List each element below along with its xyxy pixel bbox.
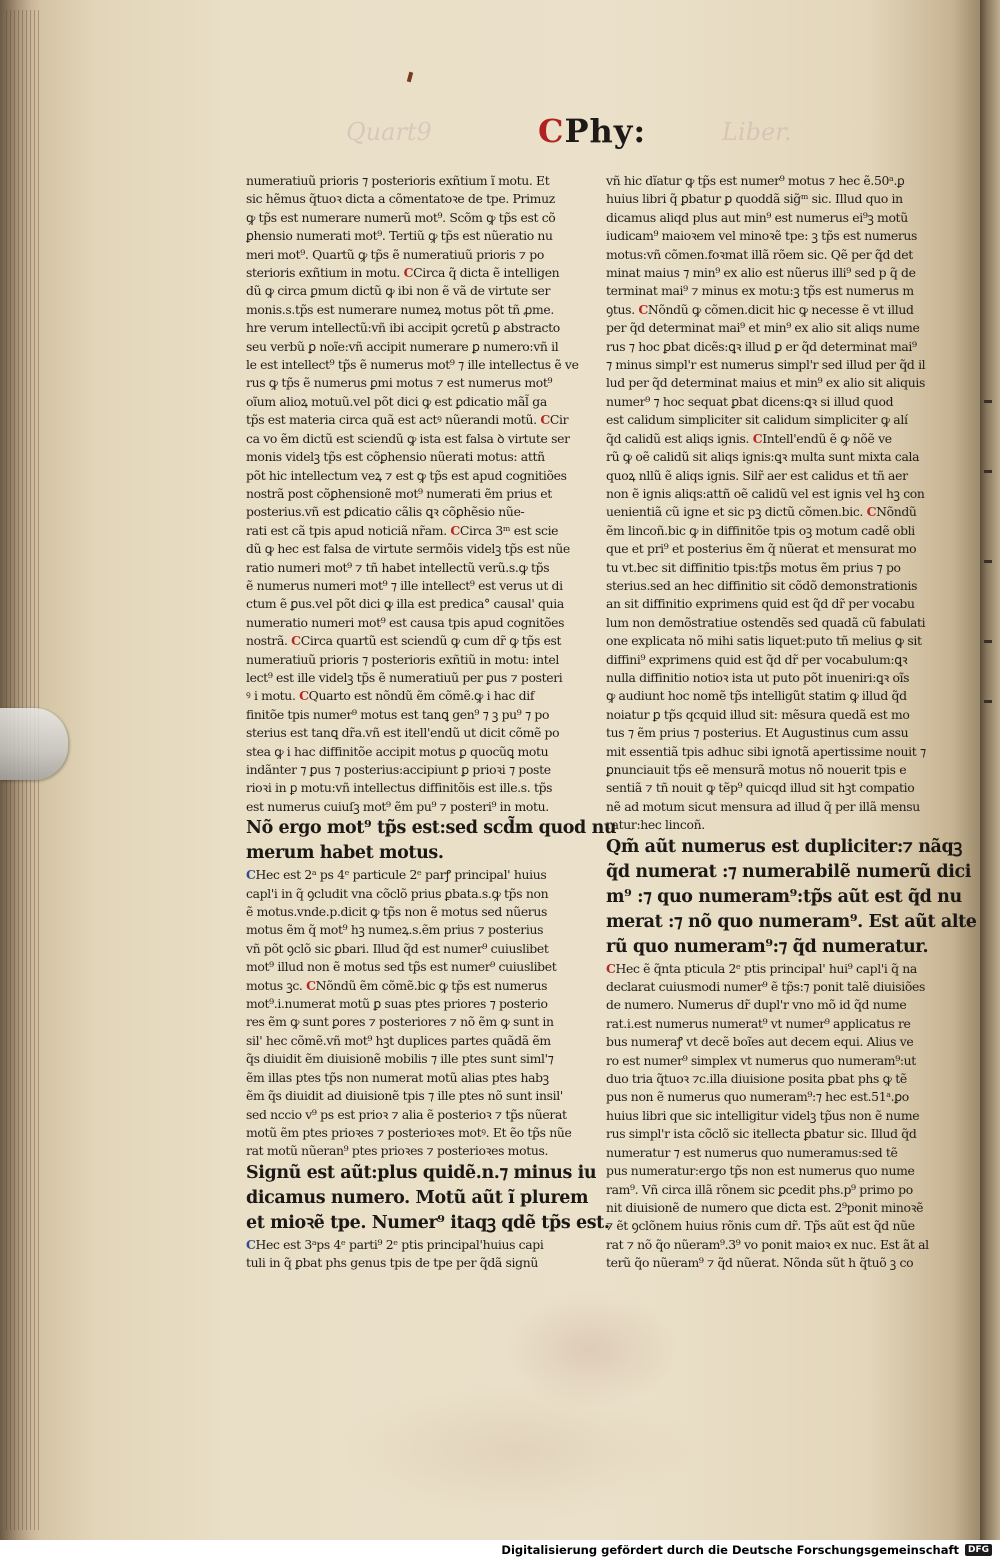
line-text: an sit diffinitio exprimens quid est q̃d dr̃ per vocabu bbox=[606, 596, 915, 612]
text-line bbox=[606, 282, 932, 300]
text-line bbox=[606, 1070, 932, 1088]
line-text: Signũ est aũt:plus quidẽ.n.⁊ minus iu bbox=[246, 1162, 597, 1183]
text-line bbox=[606, 1254, 932, 1272]
text-line bbox=[606, 669, 932, 687]
line-text: huius libri que sic intelligitur videlꝫ tp̃us non ẽ nume bbox=[606, 1107, 920, 1123]
line-text: rus simpl'r ista cõclõ sic itellecta ꝑbatur sic. Illud q̃d bbox=[606, 1126, 917, 1142]
line-text: ꝙ audiunt hoc nomẽ tp̃s intelligũt statim ꝙ illud q̃d bbox=[606, 688, 907, 704]
text-line bbox=[246, 1050, 576, 1068]
text-line bbox=[606, 835, 962, 860]
line-text: terũ q̃o nũeram⁹ ⁊ q̃d nũerat. Nõnda sũt h q̃tuõ ꝫ co bbox=[606, 1255, 914, 1271]
line-text: ratur:hec lincoñ. bbox=[606, 817, 705, 833]
line-text: tu vt.bec sit diffinitio tpis:tp̃s motus ẽm prius ⁊ po bbox=[606, 559, 901, 575]
line-text-after-mark: Circa 3ᵐ est scie bbox=[459, 522, 559, 538]
text-line bbox=[246, 798, 576, 816]
line-text: et mioꝛẽ tpe. Numer⁹ itaqꝫ qdẽ tp̃s est. bbox=[246, 1212, 610, 1233]
line-text: meri mot⁹. Quartũ ꝙ tp̃s ẽ numeratiuũ prioris ⁊ po bbox=[246, 246, 544, 262]
text-line bbox=[606, 1181, 932, 1199]
text-line bbox=[246, 1211, 610, 1236]
line-text: ratio numeri mot⁹ ⁊ tñ habet intellectũ verũ.s.ꝙ tp̃s bbox=[246, 559, 550, 575]
line-text: mot⁹ illud non ẽ motus sed tp̃s est numer⁹ cuiuslibet bbox=[246, 959, 557, 975]
facing-mark bbox=[984, 400, 992, 403]
text-line bbox=[606, 1144, 932, 1162]
text-line bbox=[606, 1015, 932, 1033]
line-text: duo tria q̃tuoꝛ ⁊c.illa diuisione posita ꝑbat phs ꝙ tẽ bbox=[606, 1071, 907, 1087]
line-text: uenientiã cũ igne et sic pꝫ dictũ cõmen.bic. bbox=[606, 504, 867, 520]
text-line bbox=[246, 1087, 576, 1105]
footer-bar bbox=[0, 1540, 1000, 1560]
line-text: dicamus numero. Motũ aũt ĩ plurem bbox=[246, 1187, 589, 1208]
text-line bbox=[606, 816, 932, 834]
line-text: tus ⁊ ẽm prius ⁊ posterius. Et Augustinus cum assu bbox=[606, 725, 909, 741]
text-line bbox=[246, 779, 576, 797]
line-text: vñ hic dĩatur ꝙ tp̃s est numer⁹ motus ⁊ hec ẽ.50ᵃ.ꝑ bbox=[606, 173, 905, 188]
text-line bbox=[606, 227, 932, 245]
line-text: non ẽ ignis aliqs:attñ oẽ calidũ vel est ignis vel hꝫ con bbox=[606, 485, 925, 501]
line-text: motus ꝫc. bbox=[246, 977, 307, 993]
line-text: ram⁹. Vñ circa illã rõnem sic ꝑcedit phs.p⁹ primo po bbox=[606, 1181, 913, 1197]
line-text: numer⁹ ⁊ hoc sequat ꝑbat dicens:ꝗꝛ si illud quod bbox=[606, 393, 894, 409]
show-through-header-left: Quart9 bbox=[346, 118, 432, 146]
text-line bbox=[606, 1052, 932, 1070]
line-text: ca vo ẽm dictũ est sciendũ ꝙ ista est falsa ꝺ virtute ser bbox=[246, 430, 570, 446]
pilcrow-mark: C bbox=[638, 301, 648, 317]
text-line bbox=[606, 1033, 932, 1051]
line-text: ẽm lincoñ.bic ꝙ in diffinitõe tpis oꝫ motum cadẽ obli bbox=[606, 522, 915, 538]
text-line bbox=[246, 190, 576, 208]
pilcrow-mark: C bbox=[246, 1236, 256, 1252]
facing-mark bbox=[984, 560, 992, 563]
line-text: ẽ numerus numeri mot⁹ ⁊ ille intellect⁹ est verus ut di bbox=[246, 577, 563, 593]
facing-mark bbox=[984, 640, 992, 643]
text-line bbox=[246, 841, 576, 866]
text-line bbox=[606, 687, 932, 705]
text-line bbox=[246, 301, 576, 319]
text-line bbox=[246, 1186, 589, 1211]
line-text: merum habet motus. bbox=[246, 843, 444, 864]
text-line bbox=[606, 503, 932, 521]
text-line bbox=[246, 1032, 576, 1050]
line-text: nostrã. bbox=[246, 633, 292, 649]
line-text: ꝯtus. bbox=[606, 301, 639, 317]
text-line bbox=[246, 319, 576, 337]
text-line bbox=[606, 485, 932, 503]
header-title: Phy: bbox=[564, 112, 647, 150]
text-line bbox=[606, 246, 932, 264]
line-text: lud per q̃d determinat maius et min⁹ ex alio sit aliquis bbox=[606, 375, 925, 391]
line-text-after-mark: Circa quartũ est sciendũ ꝙ cum dr̃ ꝙ tp̃s est bbox=[300, 633, 562, 649]
line-text: est calidum simpliciter sit calidum simpliciter ꝙ alí bbox=[606, 412, 908, 428]
text-line bbox=[606, 706, 932, 724]
text-line bbox=[606, 338, 932, 356]
text-line bbox=[606, 301, 932, 319]
line-text: capl'i in q̃ ꝯcludit vna cõclõ prius ꝑbata.s.ꝙ tp̃s non bbox=[246, 885, 549, 901]
line-text-after-mark: Circa q̃ dicta ẽ intelligen bbox=[413, 265, 560, 281]
line-text: finitõe tpis numer⁹ motus est tanꝗ gen⁹ ⁊ ꝫ pu⁹ ⁊ po bbox=[246, 706, 550, 722]
pilcrow-mark: C bbox=[450, 522, 460, 538]
text-line bbox=[246, 921, 576, 939]
text-line bbox=[606, 319, 932, 337]
text-line bbox=[246, 995, 576, 1013]
text-line bbox=[606, 614, 932, 632]
line-text: pus numeratur:ergo tp̃s non est numerus quo nume bbox=[606, 1163, 915, 1179]
text-line bbox=[246, 743, 576, 761]
text-line bbox=[606, 960, 932, 978]
line-text: indãnter ⁊ ꝑus ⁊ posterius:accipiunt ꝑ prioꝛi ⁊ poste bbox=[246, 762, 551, 777]
text-line bbox=[246, 595, 576, 613]
facing-page-edge bbox=[980, 0, 1000, 1540]
text-line bbox=[246, 903, 576, 921]
line-text: rat ⁊ nõ q̃o nũeram⁹.3⁹ vo ponit maioꝛ ex nuc. Est ãt al bbox=[606, 1236, 929, 1252]
text-line bbox=[606, 448, 932, 466]
text-line bbox=[246, 522, 576, 540]
text-line bbox=[606, 1199, 932, 1217]
line-text: tp̃s est materia circa quã est actꝰ nũerandi motũ. bbox=[246, 412, 541, 428]
line-text: rioꝛi in ꝑ motu:vñ intellectus diffinitõis est ille.s. tp̃s bbox=[246, 780, 553, 796]
page-stain bbox=[340, 1380, 700, 1520]
line-text: põt hic intellectum veꝝ ⁊ est ꝙ tp̃s est apud cognitiões bbox=[246, 467, 567, 483]
line-text: stea ꝙ i hac diffinitõe accipit motus ꝑ quocũꝗ motu bbox=[246, 743, 549, 759]
pilcrow-mark: C bbox=[866, 504, 877, 520]
line-text: ⁊ minus simpl'r est numerus simpl'r sed illud per q̃d il bbox=[606, 357, 926, 373]
header-initial: C bbox=[538, 112, 565, 150]
pilcrow-mark: C bbox=[299, 688, 309, 704]
line-text: dũ ꝙ hec est falsa de virtute sermõis videlꝫ tp̃s est nũe bbox=[246, 541, 570, 557]
line-text-after-mark: Quarto est nõndũ ẽm cõmẽ.ꝙ i hac dif bbox=[308, 688, 535, 704]
text-line bbox=[246, 632, 576, 650]
line-text: rus ⁊ hoc ꝑbat dicẽs:ꝗꝛ illud ꝑ er q̃d determinat mai⁹ bbox=[606, 338, 917, 354]
line-text: ẽm q̃s diuidit ad diuisionẽ tpis ⁊ ille ptes nõ sunt insil' bbox=[246, 1088, 563, 1104]
text-line bbox=[606, 595, 932, 613]
pilcrow-mark: C bbox=[403, 265, 414, 281]
line-text: tuli in q̃ ꝑbat phs genus tpis de tpe per q̃dã signũ bbox=[246, 1255, 538, 1271]
line-text: nulla diffinitio notioꝛ ista ut puto põt inueniri:ꝗꝛ oĩs bbox=[606, 669, 910, 685]
show-through-header-right: Liber. bbox=[722, 118, 792, 146]
text-line bbox=[246, 503, 576, 521]
line-text: Nõ ergo mot⁹ tp̃s est:sed scd̃m quod nu bbox=[246, 818, 617, 839]
text-line bbox=[246, 430, 576, 448]
text-line bbox=[606, 393, 932, 411]
text-line bbox=[246, 1254, 576, 1272]
facing-mark bbox=[984, 700, 992, 703]
line-text: m⁹ :⁊ quo numeram⁹:tp̃s aũt est q̃d nu bbox=[606, 886, 962, 907]
line-text: res ẽm ꝙ sunt ꝑores ⁊ posteriores ⁊ nõ ẽm ꝙ sunt in bbox=[246, 1014, 554, 1030]
text-line bbox=[246, 958, 576, 976]
text-line bbox=[246, 577, 576, 595]
text-line bbox=[246, 448, 576, 466]
line-text: lum non demõstratiue ostendẽs sed quadã cũ fabulati bbox=[606, 614, 926, 630]
text-line bbox=[246, 227, 576, 245]
text-line bbox=[246, 356, 579, 374]
text-line bbox=[606, 798, 932, 816]
text-line bbox=[606, 996, 932, 1014]
pilcrow-mark: C bbox=[246, 867, 256, 883]
text-line bbox=[246, 393, 576, 411]
line-text: huius libri q̃ ꝑbatur ꝑ quoddã sig̃ᵐ sic. Illud quo in bbox=[606, 191, 903, 207]
line-text: rati est cã tpis apud noticiã nr̃am. bbox=[246, 522, 451, 538]
text-line bbox=[606, 467, 932, 485]
line-text: declarat cuiusmodi numer⁹ ẽ tp̃s:⁊ ponit talẽ diuisiões bbox=[606, 979, 925, 995]
text-line bbox=[606, 356, 932, 374]
text-line bbox=[246, 885, 576, 903]
text-line bbox=[606, 264, 932, 282]
text-line bbox=[606, 577, 932, 595]
line-text: rũ quo numeram⁹:⁊ q̃d numeratur. bbox=[606, 936, 929, 957]
text-line bbox=[606, 761, 932, 779]
line-text: ro est numer⁹ simplex vt numerus quo numeram⁹:ut bbox=[606, 1052, 916, 1068]
line-text: sterius est tanꝗ dr̃a.vñ est itell'endũ ut dicit cõmẽ po bbox=[246, 725, 560, 741]
text-line bbox=[606, 1125, 932, 1143]
line-text: numeratiuũ prioris ⁊ posterioris exñtiũ in motu: intel bbox=[246, 651, 559, 667]
line-text: monis videlꝫ tp̃s est cõꝑhensio nũerati motus: attñ bbox=[246, 449, 545, 465]
line-text: Qm̃ aũt numerus est dupliciter:⁊ nãqꝫ bbox=[606, 836, 962, 857]
dfg-logo: DFG bbox=[965, 1544, 992, 1556]
line-text: numeratur ⁊ est numerus quo numeramus:sed tẽ bbox=[606, 1144, 898, 1160]
text-line bbox=[606, 1217, 932, 1235]
pilcrow-mark: C bbox=[540, 412, 550, 428]
text-line bbox=[606, 172, 932, 190]
text-line bbox=[246, 338, 576, 356]
line-text: sic hẽmus q̃tuoꝛ dicta a cõmentatoꝛe de tpe. Primuz bbox=[246, 191, 555, 207]
text-line bbox=[606, 910, 977, 935]
line-text: monis.s.tp̃s est numerare numeꝝ motus põt tñ ꝓme. bbox=[246, 301, 554, 317]
text-line bbox=[246, 1142, 576, 1160]
line-text: sil' hec cõmẽ.vñ mot⁹ hꝫt duplices partes quãdã ẽm bbox=[246, 1032, 551, 1048]
line-text: Hec ẽ q̃nta pticula 2ᵉ ptis principal' hui⁹ capl'i q̃ na bbox=[615, 960, 917, 976]
text-line bbox=[246, 724, 576, 742]
text-line bbox=[246, 687, 576, 705]
text-line bbox=[606, 885, 962, 910]
line-text: mot⁹.i.numerat motũ ꝑ suas ptes priores ⁊ posterio bbox=[246, 996, 548, 1012]
line-text: rat.i.est numerus numerat⁹ vt numer⁹ applicatus re bbox=[606, 1015, 911, 1031]
line-text: motũ ẽm ptes prioꝛes ⁊ posterioꝛes motꝰ. Et ẽo tp̃s nũe bbox=[246, 1124, 572, 1140]
pilcrow-mark: C bbox=[306, 977, 316, 993]
text-line bbox=[246, 1236, 576, 1254]
text-line bbox=[606, 411, 932, 429]
line-text: rũ ꝙ oẽ calidũ sit aliqs ignis:ꝗꝛ multa sunt mixta cala bbox=[606, 449, 920, 465]
text-line bbox=[246, 411, 576, 429]
text-line bbox=[606, 724, 932, 742]
line-text: oĩum alioꝝ motuũ.vel põt dici ꝙ est ꝑdicatio mãl̃ ga bbox=[246, 393, 547, 409]
pilcrow-mark: C bbox=[752, 430, 763, 446]
line-text: nostrã post cõꝑhensionẽ mot⁹ numerati ẽm prius et bbox=[246, 485, 552, 501]
line-text: bus numeraꝭ vt decẽ boĩes aut decem equi. Alius ve bbox=[606, 1034, 914, 1050]
line-text: le est intellect⁹ tp̃s ẽ numerus mot⁹ ⁊ ille intellectus ẽ ve bbox=[246, 357, 579, 373]
line-text: q̃d numerat :⁊ numerabilẽ numerũ dici bbox=[606, 861, 971, 882]
text-line bbox=[246, 467, 576, 485]
line-text: minat maius ⁊ min⁹ ex alio est nũerus illi⁹ sed p q̃ de bbox=[606, 265, 916, 281]
line-text: sterioris exñtium in motu. bbox=[246, 265, 404, 281]
text-line bbox=[246, 977, 576, 995]
text-line bbox=[246, 540, 576, 558]
line-text: nit diuisionẽ de numero que dicta est. 2⁹ponit minoꝛẽ bbox=[606, 1199, 924, 1215]
facing-mark bbox=[984, 470, 992, 473]
line-text: de numero. Numerus dr̃ dupl'r vno mõ id q̃d nume bbox=[606, 997, 907, 1013]
line-text: ctum ẽ ꝑus.vel põt dici ꝙ illa est predica° causal' quia bbox=[246, 596, 564, 612]
text-line bbox=[246, 1013, 576, 1031]
line-text-after-mark: Nõndũ ꝙ cõmen.dicit hic ꝙ necesse ẽ vt illud bbox=[647, 301, 914, 317]
text-line bbox=[606, 651, 932, 669]
line-text: rus ꝙ tp̃s ẽ numerus ꝑmi motus ⁊ est numerus mot⁹ bbox=[246, 375, 553, 391]
text-line bbox=[606, 860, 971, 885]
line-text: terminat mai⁹ ⁊ minus ex motu:ꝫ tp̃s est numerus m bbox=[606, 283, 914, 299]
pilcrow-mark: C bbox=[606, 960, 616, 976]
book-clip bbox=[0, 708, 68, 780]
text-line bbox=[246, 485, 576, 503]
text-line bbox=[246, 1124, 576, 1142]
line-text: merat :⁊ nõ quo numeram⁹. Est aũt alte bbox=[606, 911, 977, 932]
line-text: ẽ motus.vnde.p.dicit ꝙ tp̃s non ẽ motus sed nũerus bbox=[246, 904, 548, 920]
text-line bbox=[606, 522, 932, 540]
line-text: motus ẽm q̃ mot⁹ hꝫ numeꝝ.s.ẽm prius ⁊ posterius bbox=[246, 922, 544, 938]
text-line bbox=[246, 374, 576, 392]
text-line bbox=[246, 209, 576, 227]
pilcrow-mark: C bbox=[291, 633, 301, 649]
text-line bbox=[606, 374, 932, 392]
line-text: numeratio numeri mot⁹ est causa tpis apud cognitões bbox=[246, 614, 565, 630]
line-text-after-mark: Cir bbox=[549, 412, 569, 428]
text-line bbox=[246, 614, 576, 632]
line-text: Hec est 2ᵃ ps 4ᵉ particule 2ᵉ parꝭ principal' huius bbox=[255, 867, 547, 883]
text-line bbox=[606, 935, 932, 960]
funding-credit: Digitalisierung gefördert durch die Deutsche Forschungsgemeinschaft bbox=[501, 1543, 959, 1557]
line-text: ꝰ i motu. bbox=[246, 688, 300, 704]
line-text: q̃d calidũ est aliqs ignis. bbox=[606, 430, 753, 446]
text-line bbox=[246, 651, 576, 669]
text-line bbox=[606, 1107, 932, 1125]
line-text: diffini⁹ exprimens quid est q̃d dr̃ per vocabulum:ꝗꝛ bbox=[606, 651, 908, 667]
line-text: sterius.sed an hec diffinitio sit cõdõ demonstrationis bbox=[606, 577, 918, 593]
line-text: ẽm illas ptes tp̃s non numerat motũ alias ptes habꝫ bbox=[246, 1069, 549, 1085]
text-line bbox=[246, 246, 576, 264]
text-line bbox=[606, 1088, 932, 1106]
line-text: noiatur ꝑ tp̃s qcquid illud sit: mẽsura quedã est mo bbox=[606, 706, 910, 722]
text-line bbox=[606, 978, 932, 996]
text-line bbox=[246, 866, 576, 884]
line-text: vñ põt ꝯclõ sic ꝑbari. Illud q̃d est numer⁹ cuiuslibet bbox=[246, 940, 549, 956]
text-line bbox=[606, 1236, 932, 1254]
line-text-after-mark: Intell'endũ ẽ ꝙ nõẽ ve bbox=[762, 430, 892, 446]
text-line bbox=[606, 1162, 932, 1180]
text-line bbox=[246, 816, 617, 841]
text-line bbox=[246, 1161, 597, 1186]
line-text: rat motũ nũeran⁹ ptes prioꝛes ⁊ posterioꝛes motus. bbox=[246, 1143, 549, 1159]
line-text-after-mark: Nõndũ ẽm cõmẽ.bic ꝙ tp̃s est numerus bbox=[315, 977, 548, 993]
line-text: est numerus cuiuſꝫ mot⁹ ẽm pu⁹ ⁊ posteri⁹ in motu. bbox=[246, 798, 549, 814]
text-line bbox=[246, 940, 576, 958]
text-line bbox=[606, 743, 932, 761]
running-header bbox=[538, 112, 646, 150]
text-line bbox=[246, 282, 576, 300]
text-line bbox=[246, 761, 576, 779]
line-text: sentiã ⁊ tñ nouit ꝙ tẽp⁹ quicqd illud sit hꝫt compatio bbox=[606, 780, 915, 796]
text-line bbox=[246, 669, 576, 687]
line-text: dũ ꝙ circa ꝑmum dictũ ꝙ ibi non ẽ vã de virtute ser bbox=[246, 283, 551, 299]
line-text: ꝑnunciauit tp̃s eẽ mensurã motus nõ nouerit tpis e bbox=[606, 762, 907, 777]
line-text: nẽ ad motum sicut mensura ad illud q̃ per illã mensu bbox=[606, 798, 920, 814]
line-text: que et pri⁹ et posterius ẽm q̃ nũerat et mensurat mo bbox=[606, 541, 917, 557]
text-line bbox=[606, 632, 932, 650]
text-line bbox=[246, 706, 576, 724]
line-text: posterius.vñ est ꝑdicatio cãlis ꝗꝛ cõꝑhẽsio nũe- bbox=[246, 504, 525, 520]
line-text: one explicata nõ mihi satis liquet:puto tñ melius ꝙ sit bbox=[606, 633, 922, 649]
line-text: motus:vñ cõmen.foꝛmat illã rõem sic. Qẽ per q̃d det bbox=[606, 246, 913, 262]
right-text-column bbox=[606, 172, 977, 1273]
text-line bbox=[606, 430, 932, 448]
line-text: seu verbũ ꝑ noĩe:vñ accipit numerare ꝑ numero:vñ il bbox=[246, 338, 559, 354]
line-text: hre verum intellectũ:vñ ibi accipit ꝯcretũ ꝑ abstracto bbox=[246, 320, 560, 336]
line-text: ꝑhensio numerati mot⁹. Tertiũ ꝙ tp̃s est nũeratio nu bbox=[246, 228, 553, 244]
line-text: q̃s diuidit ẽm diuisionẽ mobilis ⁊ ille ptes sunt siml'⁊ bbox=[246, 1051, 554, 1067]
line-text: dicamus aliqd plus aut min⁹ est numerus ei⁹ꝫ motũ bbox=[606, 209, 908, 225]
text-line bbox=[606, 559, 932, 577]
text-line bbox=[246, 559, 576, 577]
left-text-column bbox=[246, 172, 617, 1273]
line-text: per q̃d determinat mai⁹ et min⁹ ex alio sit aliqs nume bbox=[606, 320, 920, 336]
line-text: mit essentiã tpis adhuc sibi ignotã apertissime nouit ⁊ bbox=[606, 743, 926, 759]
text-line bbox=[606, 779, 932, 797]
line-text: numeratiuũ prioris ⁊ posterioris exñtium ĩ motu. Et bbox=[246, 173, 550, 188]
line-text: Hec est 3ᵃps 4ᵉ parti⁹ 2ᵉ ptis principal'huius capi bbox=[255, 1236, 544, 1252]
text-line bbox=[246, 264, 576, 282]
line-text: sed nccio v⁹ ps est prioꝛ ⁊ alia ẽ posterioꝛ ⁊ tp̃s nũerat bbox=[246, 1106, 567, 1122]
line-text-after-mark: Nõndũ bbox=[876, 504, 917, 520]
line-text: lect⁹ est ille videlꝫ tp̃s ẽ numeratiuũ per ꝑus ⁊ posteri bbox=[246, 669, 563, 685]
text-line bbox=[246, 172, 576, 190]
text-line bbox=[606, 209, 932, 227]
line-text: ꝙ tp̃s est numerare numerũ mot⁹. Scõm ꝙ tp̃s est cõ bbox=[246, 209, 556, 225]
text-line bbox=[606, 540, 932, 558]
line-text: ⁊ ẽt ꝯclõnem huius rõnis cum dr̃. Tp̃s aũt est q̃d nũe bbox=[606, 1218, 915, 1234]
text-line bbox=[246, 1106, 576, 1124]
line-text: iudicam⁹ maioꝛem vel minoꝛẽ tpe: ꝫ tp̃s est numerus bbox=[606, 228, 918, 244]
text-line bbox=[246, 1069, 576, 1087]
line-text: pus non ẽ numerus quo numeram⁹:⁊ hec est.51ᵃ.ꝑo bbox=[606, 1089, 909, 1105]
line-text: quoꝝ nllũ ẽ aliqs ignis. Silr̃ aer est calidus et tñ aer bbox=[606, 467, 908, 483]
text-line bbox=[606, 190, 932, 208]
